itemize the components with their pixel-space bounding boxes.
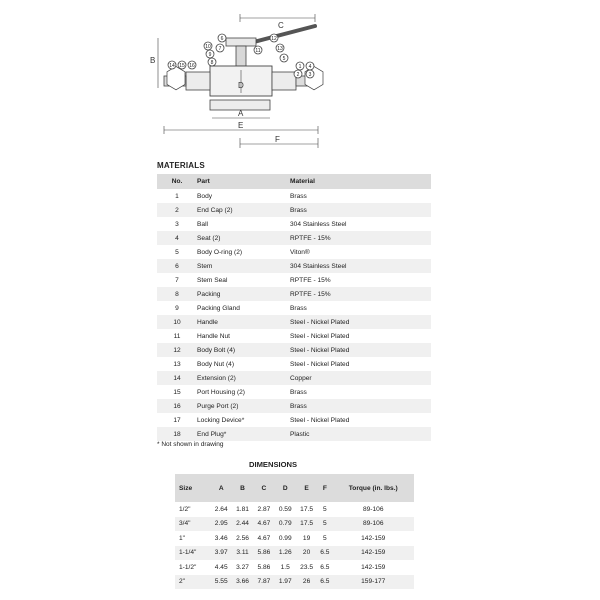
materials-cell-part: Handle — [197, 315, 290, 329]
dimensions-cell-a: 4.45 — [214, 563, 228, 571]
callout-2 — [294, 70, 302, 78]
dimensions-cell-size: 1" — [179, 534, 186, 542]
callout-14 — [168, 61, 176, 69]
dimensions-cell-a: 3.97 — [211, 546, 232, 561]
dimensions-cell-size: 1-1/2" — [179, 563, 197, 571]
dimensions-cell-torque: 159-177 — [333, 575, 415, 590]
dim-label-b: B — [150, 56, 156, 65]
svg-text:9: 9 — [208, 52, 212, 58]
materials-cell-part: Seat (2) — [197, 231, 290, 245]
dimensions-cell-a: 5.55 — [211, 575, 232, 590]
materials-row — [157, 343, 431, 357]
dimensions-cell-torque: 142-159 — [361, 563, 386, 571]
materials-row — [157, 385, 431, 399]
materials-row — [157, 203, 431, 217]
svg-text:11: 11 — [255, 48, 261, 54]
materials-cell-material: Brass — [290, 203, 431, 217]
dimensions-col-a: A — [211, 474, 232, 502]
dimensions-cell-b: 2.44 — [232, 517, 253, 532]
dimensions-cell-f: 6.5 — [317, 546, 332, 561]
dimensions-cell-c: 2.87 — [257, 505, 271, 513]
dim-label-d: D — [238, 81, 244, 90]
materials-cell-material: Copper — [290, 371, 431, 385]
materials-cell-no: 18 — [157, 427, 197, 441]
materials-row — [157, 217, 431, 231]
dimensions-cell-f: 5 — [323, 505, 327, 513]
materials-cell-no: 4 — [157, 231, 197, 245]
callout-12 — [270, 34, 278, 42]
dimensions-cell-torque: 142-159 — [361, 534, 386, 542]
callout-15 — [178, 61, 186, 69]
materials-cell-part: Extension (2) — [197, 371, 290, 385]
materials-cell-part: Packing Gland — [197, 304, 240, 312]
dimensions-cell-size: 1/2" — [179, 505, 191, 513]
callout-8 — [208, 58, 216, 66]
dim-label-f: F — [275, 135, 280, 144]
materials-row — [157, 273, 431, 287]
dimensions-cell-a: 2.64 — [214, 505, 228, 513]
svg-text:15: 15 — [179, 63, 185, 69]
svg-text:16: 16 — [189, 63, 195, 69]
materials-row — [157, 399, 431, 413]
materials-cell-part: Body O-ring (2) — [197, 248, 243, 256]
dimensions-col-torque: Torque (in. lbs.) — [333, 474, 415, 502]
materials-col-no: No. — [157, 174, 197, 189]
dimensions-col-size: Size — [175, 474, 211, 502]
materials-cell-part: Ball — [197, 220, 208, 228]
dimensions-cell-e: 17.5 — [300, 505, 313, 513]
dimensions-cell-b: 3.27 — [236, 563, 249, 571]
materials-row — [157, 315, 431, 329]
dimensions-col-f: F — [317, 474, 332, 502]
callout-11 — [254, 46, 262, 54]
dimensions-cell-f: 5 — [323, 534, 327, 542]
callout-1 — [296, 62, 304, 70]
materials-cell-part: Packing — [197, 287, 290, 301]
svg-text:5: 5 — [282, 56, 286, 62]
dimensions-cell-f: 6.5 — [317, 575, 332, 590]
materials-col-material: Material — [290, 174, 431, 189]
materials-cell-part: Purge Port (2) — [197, 399, 290, 413]
dimensions-cell-f: 6.5 — [320, 563, 330, 571]
dimensions-cell-d: 1.26 — [275, 546, 296, 561]
materials-cell-no: 8 — [157, 287, 197, 301]
materials-cell-no: 16 — [157, 399, 197, 413]
dimensions-row — [175, 502, 414, 517]
svg-text:7: 7 — [218, 46, 222, 52]
materials-cell-no: 15 — [173, 388, 181, 396]
materials-cell-no: 13 — [173, 360, 181, 368]
dimensions-cell-a: 2.95 — [211, 517, 232, 532]
dimensions-cell-c: 4.67 — [257, 534, 271, 542]
dimensions-cell-a: 3.46 — [214, 534, 228, 542]
dimensions-cell-c: 7.87 — [253, 575, 274, 590]
callout-4 — [306, 62, 314, 70]
materials-cell-no: 6 — [157, 259, 197, 273]
materials-cell-material: RPTFE - 15% — [290, 287, 431, 301]
dimensions-cell-e: 20 — [296, 546, 317, 561]
materials-cell-part: Body Nut (4) — [197, 360, 235, 368]
materials-cell-material: Plastic — [290, 427, 431, 441]
dimensions-heading: DIMENSIONS — [249, 460, 298, 469]
callout-13 — [276, 44, 284, 52]
materials-cell-no: 10 — [157, 315, 197, 329]
materials-cell-material: Steel - Nickel Plated — [290, 360, 350, 368]
materials-row — [157, 357, 431, 371]
materials-cell-part: Stem Seal — [197, 276, 228, 284]
svg-text:1: 1 — [298, 64, 302, 70]
materials-header-row — [157, 174, 431, 189]
dimensions-table — [175, 474, 414, 589]
materials-cell-material: Brass — [290, 304, 307, 312]
svg-text:4: 4 — [308, 64, 312, 70]
materials-cell-material: RPTFE - 15% — [290, 231, 431, 245]
dimensions-header-row — [175, 474, 414, 502]
materials-cell-no: 12 — [157, 343, 197, 357]
materials-row — [157, 245, 431, 259]
materials-cell-no: 17 — [173, 416, 181, 424]
materials-table — [157, 174, 431, 441]
materials-row — [157, 287, 431, 301]
materials-row — [157, 413, 431, 427]
dimensions-cell-d: 1.5 — [280, 563, 290, 571]
dimensions-row — [175, 575, 414, 590]
materials-cell-no: 7 — [175, 276, 179, 284]
materials-row — [157, 301, 431, 315]
dimensions-cell-torque: 89-106 — [362, 505, 384, 513]
materials-cell-part: Body Bolt (4) — [197, 343, 290, 357]
materials-cell-no: 3 — [175, 220, 179, 228]
dimensions-cell-d: 0.99 — [278, 534, 292, 542]
materials-cell-material: Steel - Nickel Plated — [290, 315, 431, 329]
callout-10 — [204, 42, 212, 50]
dimensions-cell-size: 3/4" — [175, 517, 211, 532]
svg-text:14: 14 — [169, 63, 175, 69]
callout-6 — [218, 34, 226, 42]
svg-text:12: 12 — [271, 36, 277, 42]
dimensions-cell-b: 3.11 — [232, 546, 253, 561]
svg-text:3: 3 — [308, 72, 312, 78]
materials-row — [157, 371, 431, 385]
materials-cell-part: End Plug* — [197, 427, 290, 441]
dim-label-c: C — [278, 21, 284, 30]
dimensions-row — [175, 546, 414, 561]
materials-cell-material: Brass — [290, 192, 307, 200]
materials-cell-material: 304 Stainless Steel — [290, 220, 347, 228]
materials-cell-material: Brass — [290, 388, 307, 396]
dimensions-cell-size: 2" — [175, 575, 211, 590]
materials-cell-part: Port Housing (2) — [197, 388, 246, 396]
materials-cell-material: Steel - Nickel Plated — [290, 332, 350, 340]
materials-cell-no: 2 — [157, 203, 197, 217]
dimensions-col-d: D — [275, 474, 296, 502]
materials-cell-material: RPTFE - 15% — [290, 276, 331, 284]
callout-9 — [206, 50, 214, 58]
svg-text:8: 8 — [210, 60, 214, 66]
dim-label-e: E — [238, 121, 244, 130]
materials-cell-no: 1 — [175, 192, 179, 200]
materials-col-part: Part — [197, 174, 290, 189]
materials-cell-material: Viton® — [290, 248, 310, 256]
dimensions-cell-e: 26 — [296, 575, 317, 590]
dimensions-col-b: B — [232, 474, 253, 502]
materials-footnote: * Not shown in drawing — [157, 441, 224, 448]
callout-7 — [216, 44, 224, 52]
dimensions-cell-f: 5 — [317, 517, 332, 532]
dimensions-cell-e: 23.5 — [300, 563, 313, 571]
materials-cell-material: Steel - Nickel Plated — [290, 343, 431, 357]
valve-drawing — [150, 8, 450, 148]
materials-cell-no: 5 — [175, 248, 179, 256]
materials-cell-part: Body — [197, 192, 213, 200]
valve-drawing-svg — [150, 8, 450, 148]
materials-cell-part: Stem — [197, 259, 290, 273]
dimensions-cell-c: 5.86 — [253, 546, 274, 561]
materials-heading: MATERIALS — [157, 161, 205, 170]
dimensions-row — [175, 560, 414, 575]
dimensions-cell-e: 17.5 — [296, 517, 317, 532]
dimensions-cell-b: 3.66 — [232, 575, 253, 590]
dimensions-cell-torque: 142-159 — [333, 546, 415, 561]
dimensions-row — [175, 531, 414, 546]
svg-text:13: 13 — [277, 46, 283, 52]
dimensions-col-c: C — [253, 474, 274, 502]
materials-cell-material: Brass — [290, 399, 431, 413]
dimensions-cell-d: 0.59 — [278, 505, 292, 513]
dim-label-a: A — [238, 109, 244, 118]
dimensions-cell-c: 5.86 — [257, 563, 271, 571]
materials-cell-material: Steel - Nickel Plated — [290, 416, 350, 424]
materials-row — [157, 427, 431, 441]
materials-row — [157, 231, 431, 245]
materials-cell-no: 11 — [173, 332, 181, 340]
dimensions-cell-c: 4.67 — [253, 517, 274, 532]
callout-16 — [188, 61, 196, 69]
dimensions-cell-e: 19 — [302, 534, 311, 542]
dimensions-cell-d: 1.97 — [275, 575, 296, 590]
dimensions-cell-size: 1-1/4" — [175, 546, 211, 561]
materials-cell-part: Locking Device* — [197, 416, 245, 424]
dimensions-row — [175, 517, 414, 532]
materials-cell-no: 14 — [157, 371, 197, 385]
callout-3 — [306, 70, 314, 78]
dimensions-cell-b: 2.56 — [236, 534, 249, 542]
dimensions-cell-torque: 89-106 — [333, 517, 415, 532]
svg-text:2: 2 — [296, 72, 300, 78]
callout-5 — [280, 54, 288, 62]
materials-cell-no: 9 — [175, 304, 179, 312]
dimensions-col-e: E — [296, 474, 317, 502]
svg-text:10: 10 — [205, 44, 211, 50]
materials-row — [157, 329, 431, 343]
materials-cell-material: 304 Stainless Steel — [290, 259, 431, 273]
materials-row — [157, 259, 431, 273]
materials-row — [157, 189, 431, 203]
dimensions-cell-b: 1.81 — [236, 505, 249, 513]
svg-text:6: 6 — [220, 36, 224, 42]
materials-cell-part: End Cap (2) — [197, 203, 290, 217]
dimensions-cell-d: 0.79 — [275, 517, 296, 532]
materials-cell-part: Handle Nut — [197, 332, 230, 340]
